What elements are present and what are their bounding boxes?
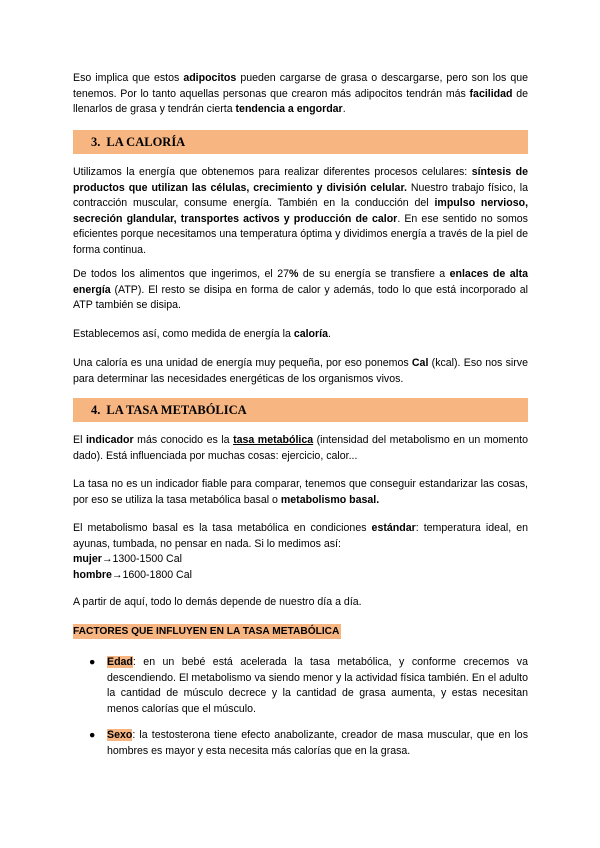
- text: más conocido es la: [133, 434, 234, 446]
- text: .: [342, 103, 346, 116]
- metabolic-paragraph-3: [73, 521, 528, 583]
- bold-text: tendencia a engordar: [235, 103, 343, 116]
- metabolic-paragraph-1: [73, 433, 528, 464]
- text: (intensidad del metabolismo en un momento dado). Está influenciada por muchas cosas: ejercicio, calor...: [73, 434, 528, 462]
- bold-text: impulso nervioso, secreción glandular, transportes activos y producción de calor: [73, 197, 529, 225]
- bullet-label: Edad: [107, 656, 133, 668]
- section-heading-calorie: [73, 130, 528, 154]
- bullet-item-age: [89, 655, 528, 717]
- calorie-paragraph-1: [73, 165, 528, 259]
- bold-text: caloría: [293, 328, 328, 340]
- bold-text: %: [288, 268, 299, 280]
- text: Nuestro trabajo físico, la contracción muscular, consume energía. También en la conducción del: [73, 181, 528, 210]
- metabolic-paragraph-2: [73, 477, 528, 508]
- bold-text: síntesis de productos que utilizan las células, crecimiento y división celular.: [73, 166, 528, 194]
- bold-text: hombre: [73, 568, 112, 581]
- section-number: 3.: [91, 135, 101, 149]
- text: de llenarlos de grasa y tendrán cierta: [73, 87, 528, 116]
- bold-text: enlaces de alta energía: [73, 268, 528, 296]
- bold-text: estándar: [371, 522, 416, 534]
- text: : temperatura ideal, en ayunas, tumbada, no pensar en nada. Si lo medimos así:: [73, 522, 528, 550]
- bullet-text: : en un bebé está acelerada la tasa metabólica, y conforme crecemos va descendiendo. El metabolismo va siendo menor y la actividad física también. En el adulto la cantidad de músculo decrece y la cantidad de grasa aumenta, y estas necesitan menos calorías que el músculo.: [107, 656, 528, 715]
- text: . En ese sentido no somos eficientes porque necesitamos una temperatura óptima y dividimos energía a través de la piel de forma continua.: [73, 212, 528, 256]
- text: Utilizamos la energía que obtenemos para realizar diferentes procesos celulares:: [73, 166, 472, 178]
- section-title: LA CALORÍA: [106, 135, 186, 149]
- text: La tasa no es un indicador fiable para comparar, tenemos que conseguir estandarizar las cosas, por eso se utiliza la tasa metabólica basal o: [73, 478, 528, 506]
- bullet-dot-icon: ●: [89, 729, 96, 741]
- text: El metabolismo basal es la tasa metabólica en condiciones: [73, 522, 372, 534]
- text: de su energía se transfiere a: [298, 268, 450, 280]
- text: →1600-1800 Cal: [111, 568, 192, 581]
- text: pueden cargarse de grasa o descargarse, pero son los que tenemos. Por lo tanto aquellas personas que crearon más adipocitos tendrán más: [73, 72, 528, 100]
- text: El: [73, 434, 86, 446]
- bullet-item-sex: [89, 728, 528, 759]
- metabolic-paragraph-4: [73, 595, 528, 611]
- text: (ATP). El resto se disipa en forma de calor y además, todo lo que está incorporado al ATP también se disipa.: [73, 283, 528, 312]
- bold-text: adipocitos: [183, 72, 237, 84]
- bold-text: facilidad: [469, 87, 513, 100]
- bold-text: Cal: [411, 357, 429, 369]
- text: Eso implica que estos: [73, 72, 184, 84]
- factors-heading: FACTORES QUE INFLUYEN EN LA TASA METABÓLICA: [73, 626, 340, 637]
- section-number: 4.: [91, 403, 101, 417]
- intro-paragraph: [73, 71, 528, 118]
- text: (kcal). Eso nos sirve para determinar las necesidades energéticas de los organismos vivos.: [73, 357, 528, 385]
- section-heading-metabolic-rate: [73, 398, 528, 422]
- section-title: LA TASA METABÓLICA: [106, 403, 247, 417]
- calorie-paragraph-4: [73, 356, 528, 387]
- text: Establecemos así, como medida de energía la: [73, 328, 294, 340]
- bold-text: indicador: [85, 434, 134, 446]
- text: →1300-1500 Cal: [101, 553, 182, 566]
- bold-text: mujer: [73, 553, 102, 566]
- text: A partir de aquí, todo lo demás depende de nuestro día a día.: [73, 596, 362, 608]
- text: Una caloría es una unidad de energía muy pequeña, por eso ponemos: [73, 357, 412, 369]
- bullet-text: : la testosterona tiene efecto anabolizante, creador de masa muscular, que en los hombres es mayor y esta necesita más calorías que en la grasa.: [107, 729, 528, 757]
- bold-text: metabolismo basal.: [280, 493, 380, 506]
- text: De todos los alimentos que ingerimos, el 27: [73, 268, 289, 280]
- bullet-label: Sexo: [107, 729, 133, 741]
- bullet-dot-icon: ●: [89, 656, 96, 668]
- calorie-paragraph-3: [73, 327, 528, 343]
- text: .: [327, 328, 331, 340]
- underlined-text: tasa metabólica: [233, 434, 314, 446]
- calorie-paragraph-2: [73, 267, 528, 314]
